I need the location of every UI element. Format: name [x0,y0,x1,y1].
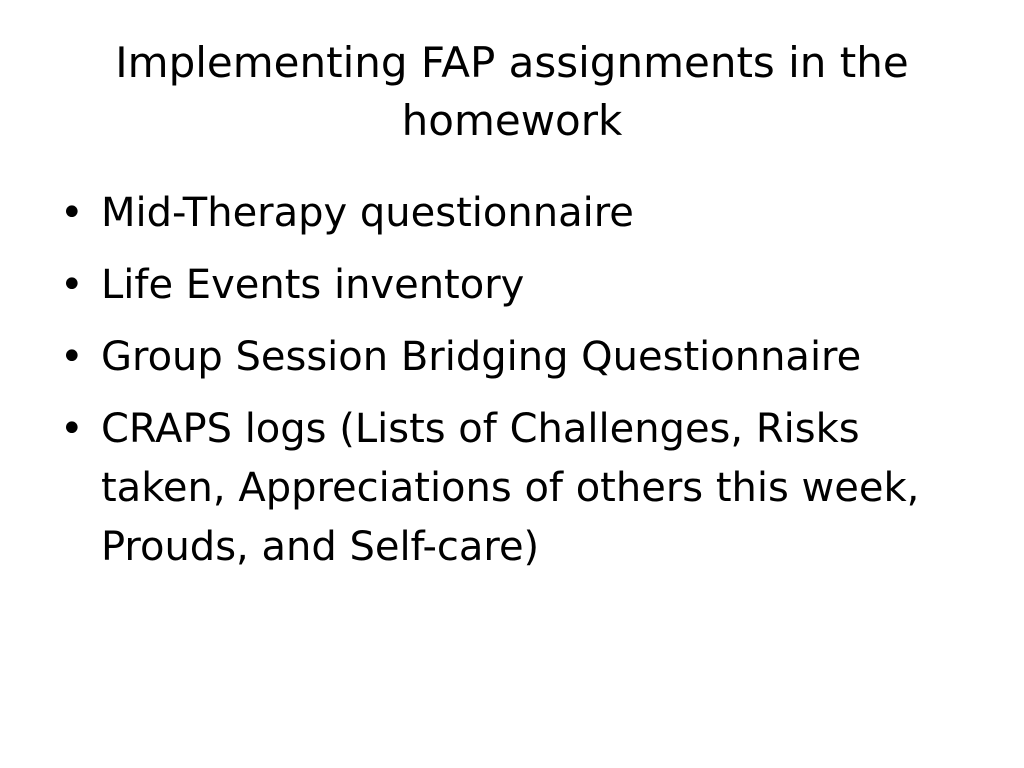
bullet-icon: • [60,406,84,452]
slide-title: Implementing FAP assignments in the homework [115,38,909,145]
bullet-item [58,184,968,243]
bullet-text: Mid-Therapy questionnaire [101,190,634,236]
bullet-text: CRAPS logs (Lists of Challenges, Risks taken, Appreciations of others this week, Prouds, and Self-care) [101,406,920,570]
bullet-item [58,400,968,577]
bullet-list [58,184,968,590]
bullet-text: Life Events inventory [101,262,525,308]
bullet-icon: • [60,190,84,236]
bullet-text: Group Session Bridging Questionnaire [101,334,862,380]
bullet-item [58,328,968,387]
bullet-item [58,256,968,315]
bullet-icon: • [60,262,84,308]
bullet-icon: • [60,334,84,380]
